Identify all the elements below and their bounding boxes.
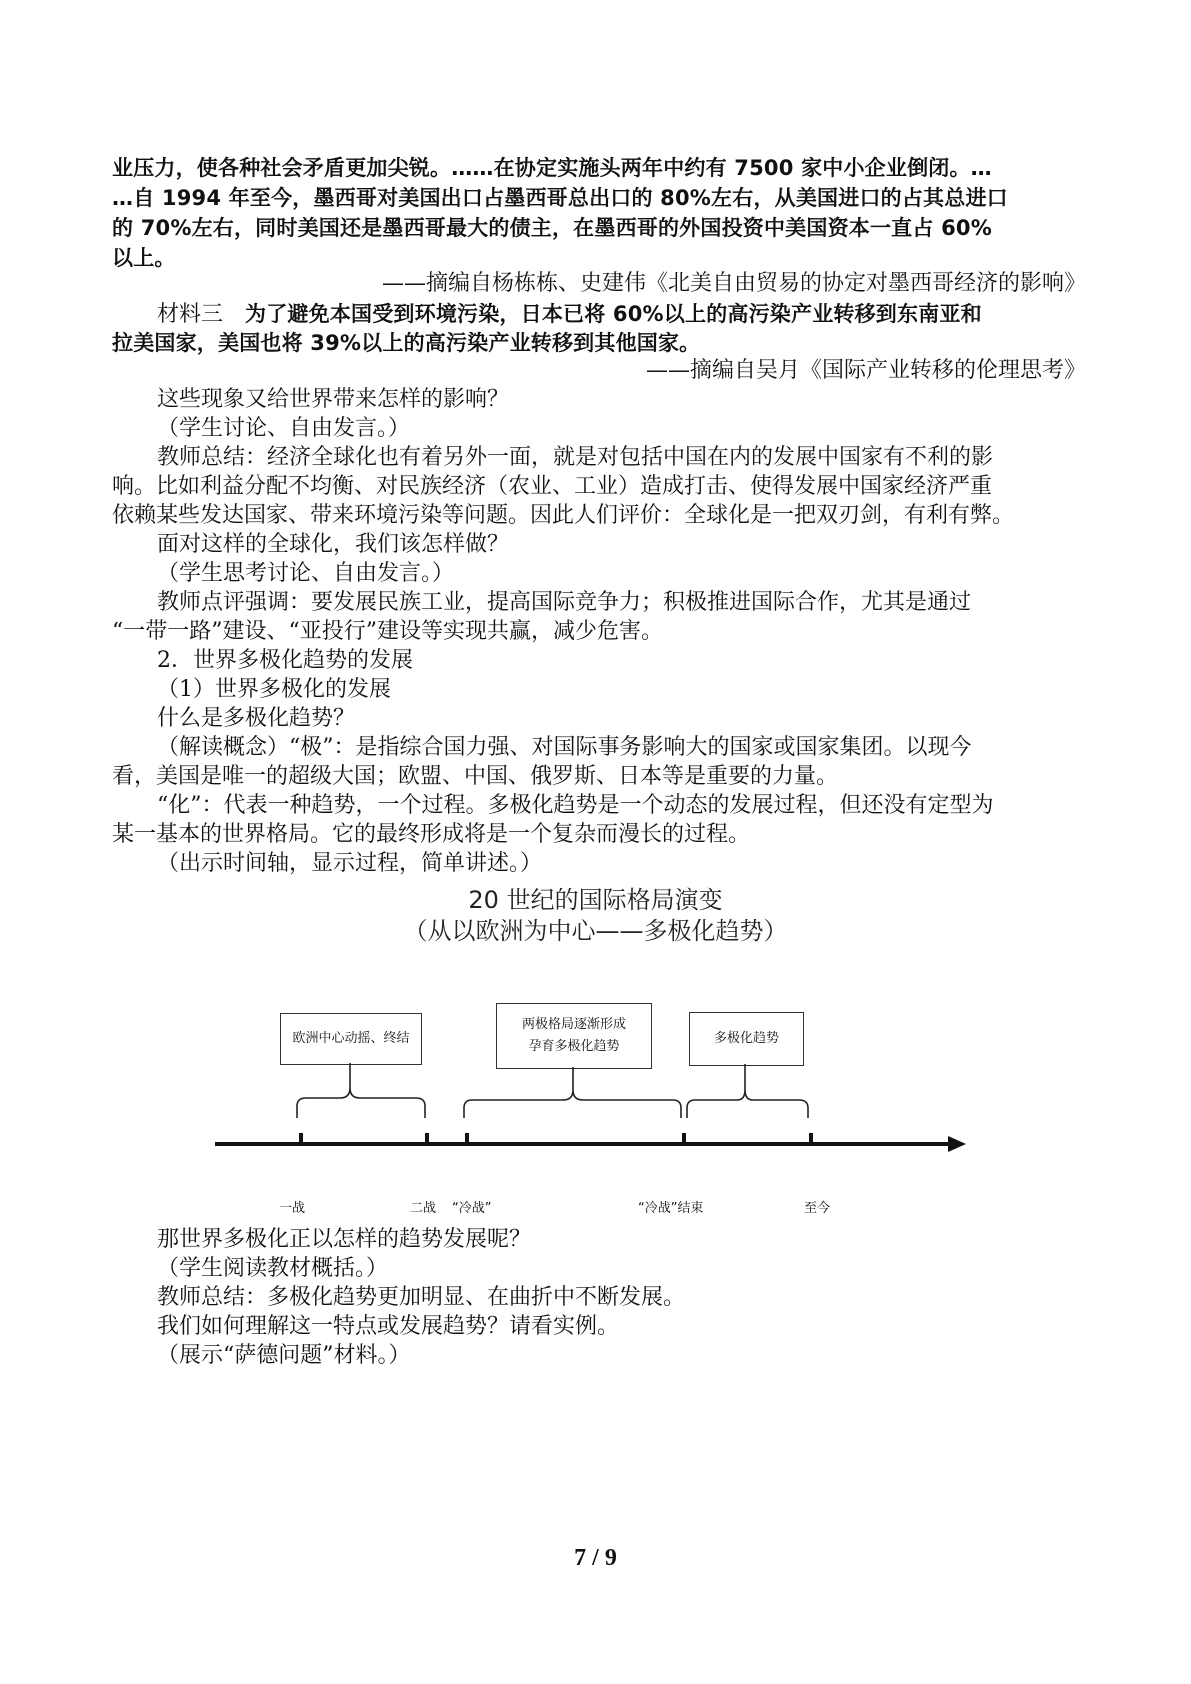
- stage-box-multipolar: 多极化趋势: [689, 1012, 804, 1066]
- tick-label: “冷战”结束: [638, 1201, 704, 1216]
- para-line: （学生讨论、自由发言。）: [157, 416, 411, 441]
- stage-box-line: 两极格局逐渐形成: [521, 1017, 626, 1032]
- diagram-title: 20 世纪的国际格局演变: [468, 886, 723, 914]
- tick-label: 一战: [279, 1201, 306, 1216]
- para-line: 看，美国是唯一的超级大国；欧盟、中国、俄罗斯、日本等是重要的力量。: [112, 764, 839, 789]
- para-line: 以上。: [112, 246, 176, 270]
- para-line: （学生阅读教材概括。）: [157, 1256, 389, 1281]
- para-line: 面对这样的全球化，我们该怎样做？: [157, 532, 510, 557]
- para-line: （解读概念）“极”：是指综合国力强、对国际事务影响大的国家或国家集团。以现今: [157, 735, 972, 760]
- para-line: （展示“萨德问题”材料。）: [157, 1343, 411, 1368]
- tick-label: 二战: [410, 1201, 437, 1216]
- section-heading: 2．世界多极化趋势的发展: [157, 648, 413, 673]
- para-line: “化”：代表一种趋势，一个过程。多极化趋势是一个动态的发展过程，但还没有定型为: [157, 793, 994, 818]
- para-line: 我们如何理解这一特点或发展趋势？请看实例。: [157, 1314, 620, 1339]
- para-line: 什么是多极化趋势？: [157, 706, 356, 731]
- tick-label: 至今: [804, 1201, 831, 1216]
- stage-box-europe: 欧洲中心动摇、终结: [280, 1013, 422, 1065]
- para-line: 的 70%左右，同时美国还是墨西哥最大的债主，在墨西哥的外国投资中美国资本一直占 60%: [112, 216, 992, 240]
- stage-box-line: 孕育多极化趋势: [528, 1039, 620, 1054]
- stage-box-bipolar: [496, 1003, 652, 1069]
- para-line: 业压力，使各种社会矛盾更加尖锐。……在协定实施头两年中约有 7500 家中小企业倒闭。…: [112, 156, 992, 180]
- diagram-subtitle: （从以欧洲为中心——多极化趋势）: [403, 917, 788, 945]
- para-line: 那世界多极化正以怎样的趋势发展呢？: [157, 1227, 532, 1252]
- para-line: （出示时间轴，显示过程，简单讲述。）: [157, 851, 543, 876]
- material-text: 为了避免本国受到环境污染，日本已将 60%以上的高污染产业转移到东南亚和: [245, 302, 982, 326]
- para-line: “一带一路”建设、“亚投行”建设等实现共赢，减少危害。: [112, 619, 663, 644]
- material-label: 材料三: [157, 302, 224, 327]
- para-line: 教师点评强调：要发展民族工业，提高国际竞争力；积极推进国际合作，尤其是通过: [157, 590, 972, 615]
- para-line: …自 1994 年至今，墨西哥对美国出口占墨西哥总出口的 80%左右，从美国进口的占其总进口: [112, 186, 1008, 210]
- para-line: 教师总结：经济全球化也有着另外一面，就是对包括中国在内的发展中国家有不利的影: [157, 445, 994, 470]
- para-line: 拉美国家，美国也将 39%以上的高污染产业转移到其他国家。: [112, 331, 701, 355]
- citation: ——摘编自吴月《国际产业转移的伦理思考》: [645, 358, 1086, 383]
- citation: ——摘编自杨栋栋、史建伟《北美自由贸易的协定对墨西哥经济的影响》: [381, 271, 1086, 296]
- subsection-heading: （1）世界多极化的发展: [157, 677, 391, 702]
- para-line: （学生思考讨论、自由发言。）: [157, 561, 455, 586]
- para-line: 依赖某些发达国家、带来环境污染等问题。因此人们评价：全球化是一把双刃剑，有利有弊。: [112, 503, 1015, 528]
- para-line: 某一基本的世界格局。它的最终形成将是一个复杂而漫长的过程。: [112, 822, 751, 847]
- para-line: 响。比如利益分配不均衡、对民族经济（农业、工业）造成打击、使得发展中国家经济严重: [112, 474, 993, 499]
- tick-label: “冷战”: [452, 1201, 492, 1216]
- para-line: 这些现象又给世界带来怎样的影响？: [157, 387, 510, 412]
- page-number: 7 / 9: [574, 1545, 617, 1571]
- para-line: 教师总结：多极化趋势更加明显、在曲折中不断发展。: [157, 1285, 686, 1310]
